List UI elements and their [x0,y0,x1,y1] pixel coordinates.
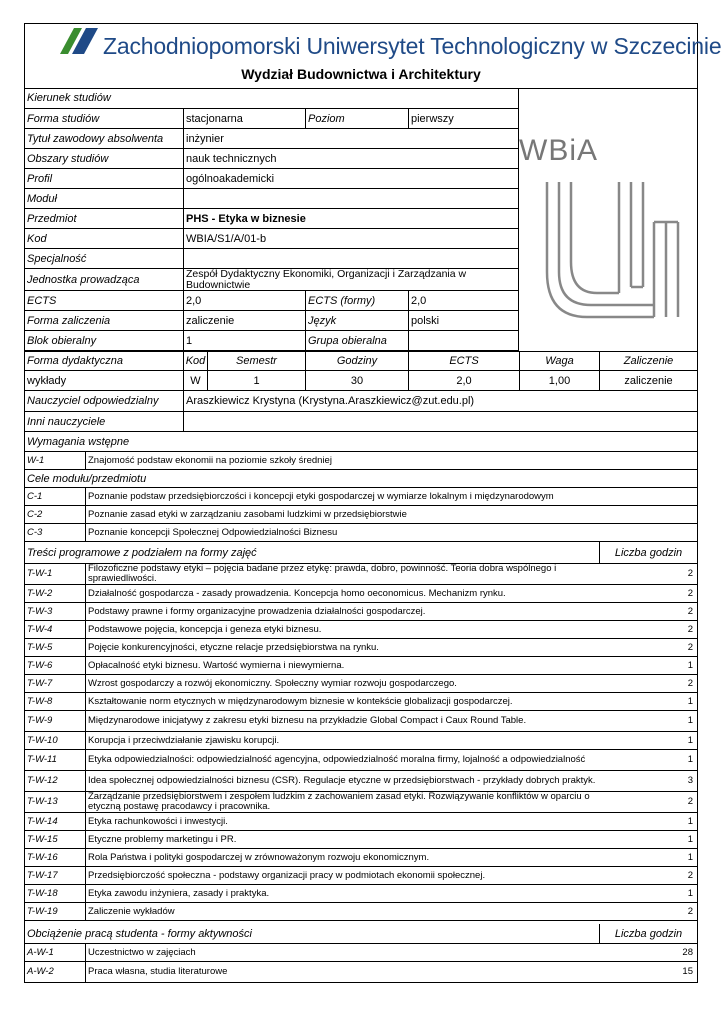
content-code: T-W-19 [27,905,58,917]
row-profil [25,169,519,189]
obszary-label: Obszary studiów [27,152,109,165]
content-text: Zaliczenie wykładów [85,903,599,920]
content-hours: 1 [687,659,693,671]
goal-code: C-1 [27,490,43,502]
forms-header-forma: Forma dydaktyczna [27,355,123,367]
content-code: T-W-3 [27,605,53,617]
content-code: T-W-17 [27,869,58,881]
content-row [25,771,697,792]
content-text: Podstawowe pojęcia, koncepcja i geneza etyki biznesu. [85,621,599,638]
jednostka-value-line2: Budownictwie [186,278,251,290]
jednostka-value [183,269,519,290]
content-hours: 1 [687,851,693,863]
workload-hours: 15 [682,966,693,977]
content-row [25,903,697,921]
forms-zaliczenie: zaliczenie [599,371,697,390]
profil-value: ogólnoakademicki [183,169,519,188]
grupa-value [408,331,519,350]
tytul-label: Tytuł zawodowy absolwenta [27,132,164,145]
content-text: Wzrost gospodarczy a rozwój ekonomiczny. Społeczny wymiar rozwoju gospodarczego. [85,675,599,692]
workload-title-row [25,924,697,944]
ects-value: 2,0 [183,291,305,310]
content-row [25,693,697,711]
ects-formy-value: 2,0 [408,291,519,310]
workload-row [25,944,697,962]
content-hours: 1 [687,734,693,746]
content-code: T-W-7 [27,677,53,689]
content-text: Zarządzanie przedsiębiorstwem i zespołem ludzkim z zachowaniem zasad etyki. Rozwiązywanie konfliktów w oparciu o etyczną postawę pracodawcy i pracownika. [85,792,599,812]
content-row [25,639,697,657]
kod-label: Kod [27,232,47,245]
blok-label: Blok obieralny [27,334,97,347]
forms-waga: 1,00 [519,371,599,390]
zaliczenie-value: zaliczenie [183,311,305,330]
tytul-value: inżynier [183,129,519,148]
content-row [25,831,697,849]
content-hours: 1 [687,754,693,765]
responsible-value: Araszkiewicz Krystyna (Krystyna.Araszkiewicz@zut.edu.pl) [183,391,697,411]
content-row [25,849,697,867]
content-hours: 2 [687,641,693,653]
content-row [25,621,697,639]
forms-godziny: 30 [305,371,408,390]
row-przedmiot [25,209,519,229]
content-code: T-W-6 [27,659,53,671]
requirements-title-row [25,432,697,452]
forms-header-waga: Waga [519,352,599,370]
workload-code: A-W-1 [27,946,54,958]
content-hours: 2 [687,796,693,807]
content-row [25,813,697,831]
faculty-name: Wydział Budownictwa i Architektury [241,66,481,82]
content-row [25,657,697,675]
requirement-row [25,452,697,470]
jezyk-label: Język [305,311,408,330]
content-text: Opłacalność etyki biznesu. Wartość wymierna i niewymierna. [85,657,599,674]
poziom-label: Poziom [305,109,408,128]
university-logo-icon [60,24,100,60]
kierunek-label: Kierunek studiów [27,92,111,104]
forms-kod: W [183,371,207,390]
forms-header-godziny: Godziny [305,352,408,370]
row-zaliczenie [25,311,519,331]
responsible-label: Nauczyciel odpowiedzialny [27,395,159,407]
workload-row [25,962,697,982]
content-hours: 1 [687,833,693,845]
content-text: Rola Państwa i polityki gospodarczej w zrównoważonym rozwoju ekonomicznym. [85,849,599,866]
content-row [25,732,697,750]
forms-row [25,371,697,391]
content-hours: 2 [687,587,693,599]
content-title: Treści programowe z podziałem na formy zajęć [27,546,257,559]
content-code: T-W-5 [27,641,53,653]
row-tytul [25,129,519,149]
content-hours: 1 [687,815,693,827]
content-hours-label: Liczba godzin [599,542,697,563]
content-code: T-W-8 [27,695,53,707]
row-blok [25,331,519,351]
row-obszary [25,149,519,169]
requirement-text: Znajomość podstaw ekonomii na poziomie szkoły średniej [85,452,697,469]
workload-hours: 28 [682,946,693,958]
content-code: T-W-18 [27,887,58,899]
row-responsible [25,391,697,412]
content-code: T-W-1 [27,568,53,579]
content-code: T-W-2 [27,587,53,599]
jednostka-value-line1: Zespół Dydaktyczny Ekonomiki, Organizacji i Zarządzania w [186,269,467,280]
content-code: T-W-12 [27,775,58,786]
ects-formy-label: ECTS (formy) [305,291,408,310]
goal-text: Poznanie podstaw przedsiębiorczości i koncepcji etyki gospodarczej w wymiarze lokalnym i międzynarodowym [85,488,697,505]
forms-header-zaliczenie: Zaliczenie [599,352,697,370]
content-text: Etyczne problemy marketingu i PR. [85,831,599,848]
forms-ects: 2,0 [408,371,519,390]
wbia-graphic-icon [519,112,697,372]
goals-title-row [25,470,697,488]
goal-code: C-3 [27,526,43,538]
modul-value [183,189,519,208]
requirement-code: W-1 [27,454,45,466]
requirements-title: Wymagania wstępne [27,435,130,448]
content-code: T-W-9 [27,715,53,726]
content-code: T-W-15 [27,833,58,845]
row-jednostka [25,269,519,291]
row-modul [25,189,519,209]
content-text: Etyka zawodu inżyniera, zasady i praktyka. [85,885,599,902]
goal-row [25,488,697,506]
content-hours: 1 [687,695,693,707]
content-hours: 3 [687,775,693,786]
content-code: T-W-4 [27,623,53,635]
goal-text: Poznanie zasad etyki w zarządzaniu zasobami ludzkimi w przedsiębiorstwie [85,506,697,523]
content-row [25,867,697,885]
kod-value: WBIA/S1/A/01-b [183,229,519,248]
content-hours: 2 [687,605,693,617]
workload-text: Praca własna, studia literaturowe [85,962,599,982]
content-row [25,675,697,693]
przedmiot-label: Przedmiot [27,212,77,225]
content-text: Przedsiębiorczość społeczna - podstawy organizacji pracy w podmiotach ekonomii społecznej. [85,867,599,884]
specjalnosc-label: Specjalność [27,252,87,265]
university-name: Zachodniopomorski Uniwersytet Technologiczny w Szczecinie [103,33,722,59]
goal-text: Poznanie koncepcji Społecznej Odpowiedzialności Biznesu [85,524,697,541]
others-value [183,412,697,431]
content-code: T-W-14 [27,815,58,827]
row-kod [25,229,519,249]
row-kierunek [25,88,519,109]
course-sheet [24,23,722,983]
goal-row [25,524,697,542]
content-row [25,585,697,603]
wbia-logo-text: WBiA [519,134,598,167]
content-text: Filozoficzne podstawy etyki – pojęcia badane przez etykę: prawda, dobro, powinność. Teoria dobra wspólnego i sprawiedliwości. [85,564,599,584]
content-text: Kształtowanie norm etycznych w międzynarodowym biznesie w kontekście globalizacji gospodarczej. [85,693,599,710]
zaliczenie-label: Forma zaliczenia [27,314,111,327]
header [25,24,722,89]
profil-label: Profil [27,172,53,185]
content-code: T-W-16 [27,851,58,863]
content-text: Etyka rachunkowości i inwestycji. [85,813,599,830]
workload-text: Uczestnictwo w zajęciach [85,944,599,961]
content-row [25,885,697,903]
blok-value: 1 [183,331,305,350]
content-text: Podstawy prawne i formy organizacyjne prowadzenia działalności gospodarczej. [85,603,599,620]
wbia-logo [519,112,697,372]
przedmiot-value: PHS - Etyka w biznesie [183,209,519,228]
content-text: Korupcja i przeciwdziałanie zjawisku korupcji. [85,732,599,749]
grupa-label: Grupa obieralna [305,331,408,350]
forma-value: stacjonarna [183,109,305,128]
content-row [25,711,697,732]
content-text: Etyka odpowiedzialności: odpowiedzialność agencyjna, odpowiedzialność moralna firmy, lojalność a odpowiedzialność [85,750,599,770]
specjalnosc-value [183,249,519,268]
goal-code: C-2 [27,508,43,520]
row-specjalnosc [25,249,519,269]
forms-header-kod: Kod [183,352,207,370]
forma-label: Forma studiów [27,112,100,125]
workload-hours-label: Liczba godzin [599,924,697,943]
forms-semestr: 1 [207,371,305,390]
forms-header-row [25,351,697,371]
goal-row [25,506,697,524]
content-code: T-W-11 [27,754,57,765]
content-hours: 1 [687,715,693,726]
content-hours: 1 [687,887,693,899]
modul-label: Moduł [27,192,57,205]
content-hours: 2 [687,905,693,917]
content-code: T-W-10 [27,734,58,746]
row-others [25,412,697,432]
row-ects [25,291,519,311]
content-hours: 2 [687,568,693,579]
poziom-value: pierwszy [408,109,519,128]
content-text: Pojęcie konkurencyjności, etyczne relacje przedsiębiorstwa na rynku. [85,639,599,656]
goals-title: Cele modułu/przedmiotu [27,472,147,485]
others-label: Inni nauczyciele [27,415,106,428]
content-text: Idea społecznej odpowiedzialności biznesu (CSR). Regulacje etyczne w przedsiębiorstwach - przykłady dobrych praktyk. [85,771,599,791]
ects-label: ECTS [27,294,57,307]
forms-header-ects: ECTS [408,352,519,370]
workload-title: Obciążenie pracą studenta - formy aktywności [27,927,252,940]
content-row [25,792,697,813]
content-code: T-W-13 [27,796,58,807]
row-forma [25,109,519,129]
content-title-row [25,542,697,564]
content-row [25,750,697,771]
content-text: Międzynarodowe inicjatywy z zakresu etyki biznesu na przykładzie Global Compact i Caux Round Table. [85,711,599,731]
workload-code: A-W-2 [27,966,54,977]
forms-forma: wykłady [27,374,67,387]
jednostka-label: Jednostka prowadząca [27,273,140,286]
content-hours: 2 [687,677,693,689]
forms-header-semestr: Semestr [207,352,305,370]
content-text: Działalność gospodarcza - zasady prowadzenia. Koncepcja homo oeconomicus. Mechanizm rynku. [85,585,599,602]
jezyk-value: polski [408,311,519,330]
content-hours: 2 [687,623,693,635]
content-row [25,603,697,621]
content-row [25,564,697,585]
content-hours: 2 [687,869,693,881]
obszary-value: nauk technicznych [183,149,519,168]
